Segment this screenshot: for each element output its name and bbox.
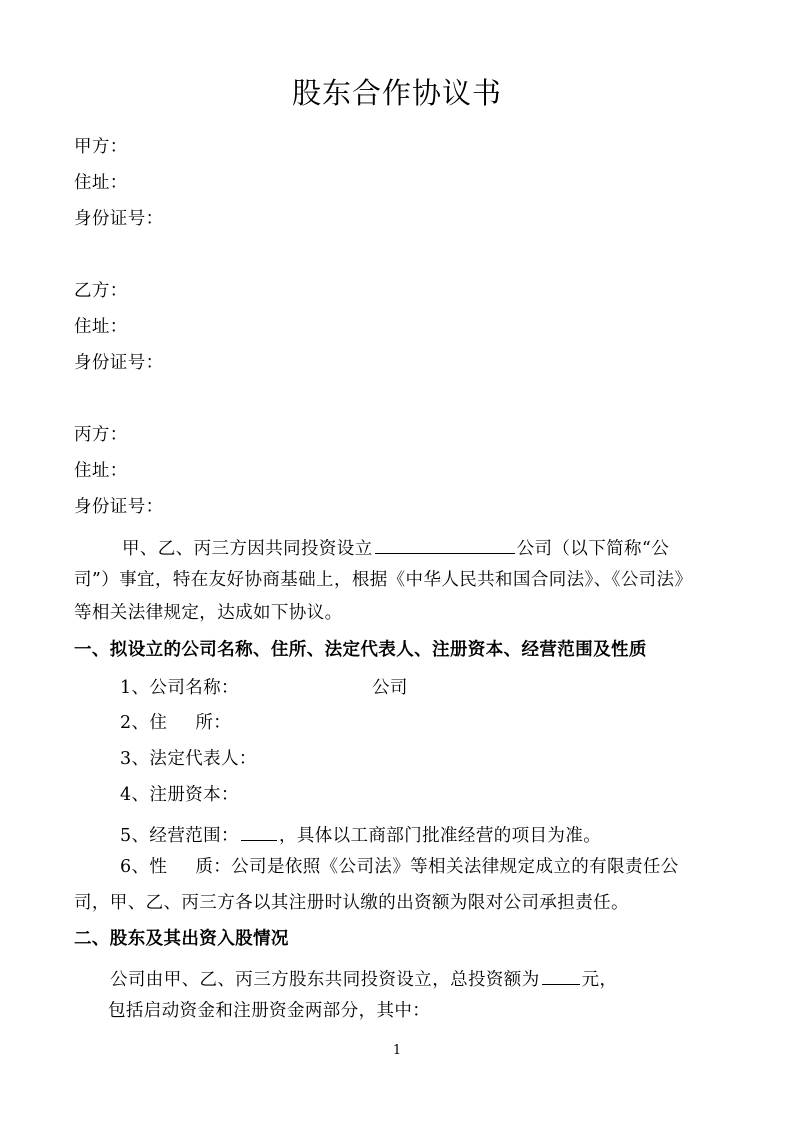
item-5-business-scope xyxy=(120,823,601,846)
party-c-address-label: 住址： xyxy=(74,461,128,481)
party-a-id-label: 身份证号： xyxy=(74,209,164,229)
party-b-address-label: 住址： xyxy=(74,317,128,337)
intro-line-2: 司”）事宜，特在友好协商基础上，根据《中华人民共和国合同法》、《公司法》 xyxy=(74,570,693,590)
page-number: 1 xyxy=(392,1043,402,1058)
item-6-label-b: 质：公司是依照《公司法》等相关法律规定成立的有限责任公 xyxy=(195,857,679,877)
item-1-label: 1、公司名称： xyxy=(120,678,239,698)
company-name-blank xyxy=(375,536,515,554)
item-1-suffix: 公司 xyxy=(371,678,408,698)
party-b-id-label: 身份证号： xyxy=(74,353,164,373)
party-c-id-label: 身份证号： xyxy=(74,497,164,517)
section-2-line-1 xyxy=(110,967,617,990)
section-2-heading: 二、股东及其出资入股情况 xyxy=(74,929,289,949)
item-4-registered-capital: 4、注册资本： xyxy=(120,785,239,805)
item-2-label-a: 2、住 xyxy=(120,713,168,733)
business-scope-blank xyxy=(241,823,277,841)
section-2-text-after-blank: 元， xyxy=(581,970,618,990)
item-6-nature-line-1 xyxy=(120,859,679,877)
item-1-company-name xyxy=(120,680,408,698)
item-6-label-a: 6、性 xyxy=(120,857,168,877)
document-title: 股东合作协议书 xyxy=(291,76,502,110)
item-2-address xyxy=(120,715,231,733)
intro-text-after-blank: 公司（以下简称“公 xyxy=(516,539,670,559)
item-3-legal-rep: 3、法定代表人： xyxy=(120,749,257,769)
total-investment-blank xyxy=(542,967,580,985)
party-c-label: 丙方： xyxy=(74,425,128,445)
item-5-text: ，具体以工商部门批准经营的项目为准。 xyxy=(278,826,602,846)
section-1-heading: 一、拟设立的公司名称、住所、法定代表人、注册资本、经营范围及性质 xyxy=(74,640,647,660)
intro-line-1 xyxy=(122,536,669,559)
intro-text-before-blank: 甲、乙、丙三方因共同投资设立 xyxy=(122,539,373,559)
party-a-address-label: 住址： xyxy=(74,173,128,193)
item-2-label-b: 所： xyxy=(195,713,232,733)
item-5-label: 5、经营范围： xyxy=(120,826,239,846)
party-b-label: 乙方： xyxy=(74,281,128,301)
intro-line-3: 等相关法律规定，达成如下协议。 xyxy=(74,603,343,623)
party-a-label: 甲方： xyxy=(74,137,128,157)
item-6-nature-line-2: 司，甲、乙、丙三方各以其注册时认缴的出资额为限对公司承担责任。 xyxy=(74,893,629,913)
section-2-text-before-blank: 公司由甲、乙、丙三方股东共同投资设立，总投资额为 xyxy=(110,970,540,990)
section-2-line-2: 包括启动资金和注册资金两部分，其中： xyxy=(108,1001,431,1021)
